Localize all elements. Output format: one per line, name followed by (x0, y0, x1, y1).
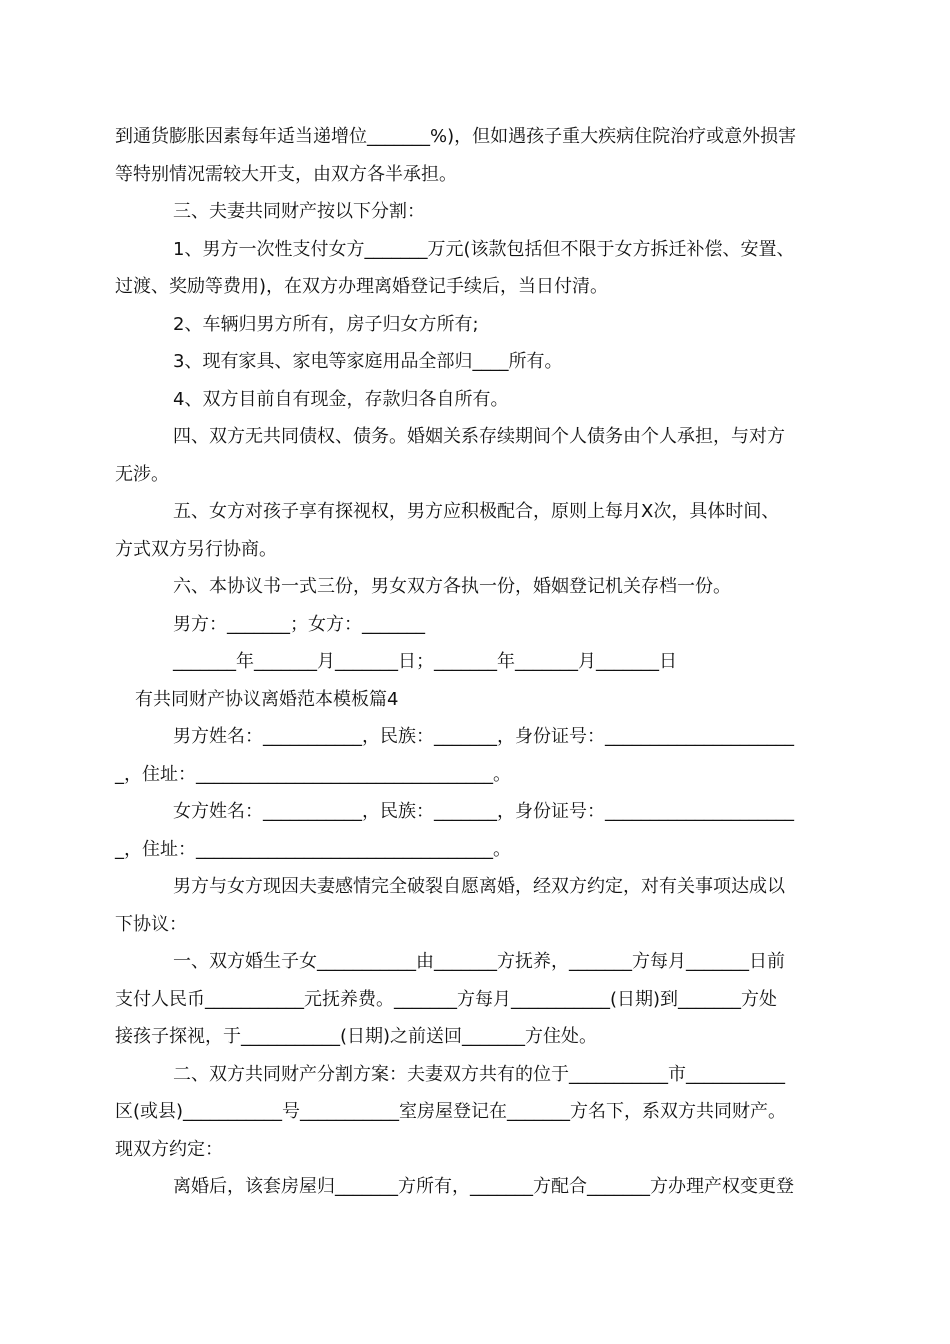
section-property-division: 二、双方共同财产分割方案：夫妻双方共有的位于___________市___________ (173, 1063, 785, 1085)
section-debts-continuation: 无涉。 (115, 463, 169, 485)
section-child-custody-continuation: 接孩子探视，于___________(日期)之前送回_______方住处。 (115, 1026, 598, 1047)
section-house-ownership: 离婚后，该套房屋归_______方所有，_______方配合_______方办理产权变更登 (173, 1176, 794, 1197)
document-page (115, 118, 840, 1206)
section-child-custody: 一、双方婚生子女___________由_______方抚养，_______方每月_______日前 (173, 951, 785, 972)
article-title: 有共同财产协议离婚范本模板篇4 (135, 688, 399, 710)
body-line-continuation: 等特别情况需较大开支，由双方各半承担。 (115, 163, 457, 185)
female-address-line: _，住址：_________________________________。 (115, 838, 511, 860)
clause-item-4: 4、双方目前自有现金，存款归各自所有。 (173, 388, 509, 410)
clause-item-2: 2、车辆归男方所有，房子归女方所有; (173, 313, 479, 335)
section-visitation-continuation: 方式双方另行协商。 (115, 538, 277, 560)
clause-item-1-continuation: 过渡、奖励等费用)，在双方办理离婚登记手续后，当日付清。 (115, 276, 609, 297)
preamble-continuation: 下协议： (115, 913, 187, 935)
female-info-line: 女方姓名：___________，民族：_______，身份证号：_____________________ (173, 801, 794, 822)
section-heading-property: 三、夫妻共同财产按以下分割： (173, 201, 425, 222)
male-info-line: 男方姓名：___________，民族：_______，身份证号：_____________________ (173, 726, 794, 747)
signature-line: 男方：_______；女方：_______ (173, 613, 425, 635)
male-address-line: _，住址：_________________________________。 (115, 763, 511, 785)
section-copies: 六、本协议书一式三份，男女双方各执一份，婚姻登记机关存档一份。 (173, 576, 731, 597)
preamble: 男方与女方现因夫妻感情完全破裂自愿离婚，经双方约定，对有关事项达成以 (173, 876, 785, 897)
section-property-division-continuation: 区(或县)___________号___________室房屋登记在_______方名下，系双方共同财产。 (115, 1101, 787, 1122)
section-child-custody-continuation: 支付人民币___________元抚养费。_______方每月___________(日期)到_______方处 (115, 988, 778, 1010)
date-line: _______年_______月_______日；_______年_______月_______日 (173, 651, 677, 672)
section-property-division-continuation: 现双方约定： (115, 1138, 223, 1160)
section-debts: 四、双方无共同债权、债务。婚姻关系存续期间个人债务由个人承担，与对方 (173, 426, 785, 447)
clause-item-1: 1、男方一次性支付女方_______万元(该款包括但不限于女方拆迁补偿、安置、 (173, 238, 795, 260)
section-visitation: 五、女方对孩子享有探视权，男方应积极配合，原则上每月X次，具体时间、 (173, 501, 780, 522)
clause-item-3: 3、现有家具、家电等家庭用品全部归____所有。 (173, 351, 563, 372)
body-line-continuation: 到通货膨胀因素每年适当递增位_______%)，但如遇孩子重大疾病住院治疗或意外损害 (115, 126, 797, 147)
